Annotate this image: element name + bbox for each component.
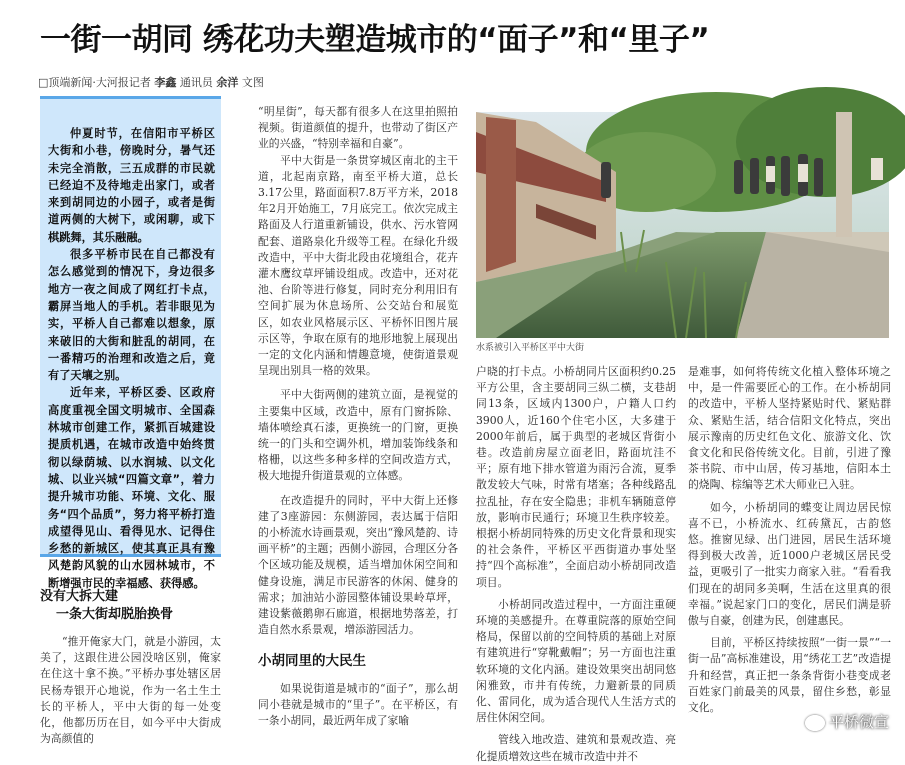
byline-mid: 通讯员 [179,76,213,89]
byline [38,74,264,90]
street-photo [476,112,889,338]
intro-box [40,96,221,590]
section-heading-line2: 一条大街却脱胎换骨 [56,607,174,622]
body-paragraph: “推开俺家大门，就是小游园，太美了，这跟住进公园没啥区别，俺家在住这十拿不换。”平桥办事处辖区居民杨寿银开心地说，作为一名土生土长的平桥人，平中大街的每一处变化，他都历历在目，如今平中大街成为高颜值的 [40,635,221,746]
body-paragraph: 如果说街道是城市的“面子”，那么胡同小巷就是城市的“里子”。在平桥区，有一条小胡同，最近两年成了家喻 [258,681,458,728]
body-paragraph: 小桥胡同改造过程中，一方面注重硬环境的美感提升。在尊重院落的原始空间格局，保留以前的空间特质的基础上对原有建筑进行“穿靴戴帽”；另一方面也注重软环境的文化内涵。建设效果突出胡同悠闲雅致，市井有传统，力避新景的同质化、雷同化，成为适合现代人生活方式的居住休闲空间。 [476,597,676,725]
column-3-text [476,364,676,763]
body-paragraph: 平中大街是一条贯穿城区南北的主干道，北起南京路，南至平桥大道，总长3.17公里，路面面积7.8万平方米，2018年2月开始施工，7月底完工。依次完成主路面及人行道重新铺设，供水、污水管网配套、道路泉化升级等工程。在绿化升级改造中，平中大街北段由花境组合，花卉灌木鹰纹草坪铺设组成。改造中，还对花池、台阶等进行修复，同时充分利用旧有空间扩展为休息场所、公交站台和展览区，如农业风格展示区、平桥怀旧图片展示区等，争取在原有的地形地貌上展现出一定的文化内涵和情趣意境，使街道景观呈现出别具一格的效果。 [258,153,458,378]
street-photo-illustration [476,112,889,338]
body-paragraph: 在改造提升的同时，平中大街上还修建了3座游园：东侧游园，表达属于信阳的小桥流水诗画景观，突出“豫风楚韵、诗画平桥”的主题；西侧小游园，合理区分各个区域功能及规模，适当增加休闲空间和健身设施，满足市民游客的休闲、健身的需求；加油站小游园整体铺设果岭草坪，建设紫薇鹅卵石廊道，根据地势落差，打造自然水系景观，增添游园活力。 [258,493,458,637]
column-1-text [40,634,221,746]
byline-suffix: 文图 [241,76,264,89]
column-2-text [258,104,458,740]
byline-reporter: 李鑫 [154,76,177,89]
intro-paragraph: 仲夏时节，在信阳市平桥区大街和小巷，傍晚时分，暑气还未完全消散，三五成群的市民就已经迫不及待地走出家门，或者来到胡同边的小园子，或者是街道两侧的大树下，或闲聊，或下棋跳舞，其乐融融。 [48,127,215,244]
section-heading-1 [40,588,221,624]
photo-caption: 水系被引入平桥区平中大街 [476,343,585,353]
body-paragraph: 如今，小桥胡同的蝶变让周边居民惊喜不已，小桥流水、红砖黛瓦，古韵悠悠。推窗见绿、出门进园，居民生活环境得到极大改善，近1000户老城区居民受益，更吸引了一批实力商家入驻。“看看我们现在的胡同多美啊，生活在这里真的很幸福。”说起家门口的变化，居民们满是骄傲与自豪，创建为民，创建惠民。 [688,500,891,628]
wechat-icon [805,715,825,731]
intro-paragraph: 近年来，平桥区委、区政府高度重视全国文明城市、全国森林城市创建工作，紧抓百城建设提质机遇，在城市改造中始终贯彻以绿荫城、以水润城、以文化城、以业兴城“四篇文章”，着力提升城市功能、环境、文化、服务“四个品质”，努力将平桥打造成望得见山、看得见水、记得住乡愁的新城区，使其真正具有豫风楚韵风貌的山水园林城市，不断增强市民的幸福感、获得感。 [48,386,215,590]
section-heading-2: 小胡同里的大民生 [258,652,366,669]
byline-prefix: □顶端新闻·大河报记者 [38,76,151,89]
body-paragraph: “明星街”，每天都有很多人在这里拍照拍视频。街道颜值的提升，也带动了街区产业的兴盛，“特别幸福和自豪”。 [258,105,458,151]
body-paragraph: 平中大街两侧的建筑立面，是视觉的主要集中区域，改造中，原有门窗拆除、墙体喷绘真石漆，更换统一的门窗，更换统一的门头和空调外机，增加装饰线条和格栅，以这些多种多样的空间改造方式，极大地提升街道景观的立体感。 [258,388,458,483]
byline-correspondent: 余洋 [216,76,239,89]
column-4-text [688,364,891,740]
watermark-text: 平桥微宣 [828,713,889,731]
body-paragraph: 目前，平桥区持续按照“一街一景”“一街一品”高标准建设，用“绣花工艺”改造提升和经营，真正把一条条背街小巷变成老百姓家门前最美的风景，留住乡愁，彰显文化。 [688,636,891,715]
watermark [805,711,889,732]
intro-paragraph: 很多平桥市民在自己都没有怎么感觉到的情况下，身边很多地方一夜之间成了网红打卡点，霸屏当地人的手机。若非眼见为实，平桥人自己都难以想象，原来破旧的大街和脏乱的胡同，在一番精巧的治理和改造之后，竟有了天壤之别。 [48,248,215,383]
section-heading-line1: 没有大拆大建 [40,589,119,604]
body-paragraph: 是难事，如何将传统文化植入整体环境之中，是一件需要匠心的工作。在小桥胡同的改造中，平桥人坚持紧贴时代、紧贴群众、紧贴生活，结合信阳文化特点，突出展示豫南的历史红色文化、旅游文化、饮食文化和民俗传统文化。目前，引进了豫茶书院、市中山居，传习基地，信阳本土的烧陶、棕编等艺术大师业已入驻。 [688,365,891,492]
headline: 一街一胡同 绣花功夫塑造城市的“面子”和“里子” [40,22,710,58]
body-paragraph: 户晓的打卡点。小桥胡同片区面积约0.25平方公里，含主要胡同三纵二横，支巷胡同13条，区域内1300户，户籍人口约3900人，近160个住宅小区，大多建于2000年前后，属于典型的老城区背街小巷。改造前房屋立面老旧，路面坑洼不平；原有地下排水管道为雨污合流，夏季散发较大气味，时常有堵塞；各种线路乱拉乱扯，存在安全隐患；非机车辆随意停放，影响市民通行；环境卫生秩序较差。根据小桥胡同特殊的历史文化背景和现实的社会条件，平桥区平西街道办事处坚持“四个高标准”，全面启动小桥胡同改造项目。 [476,365,676,589]
body-paragraph: 管线入地改造、建筑和景观改造、亮化提质增效这些在城市改造中并不 [476,733,676,763]
